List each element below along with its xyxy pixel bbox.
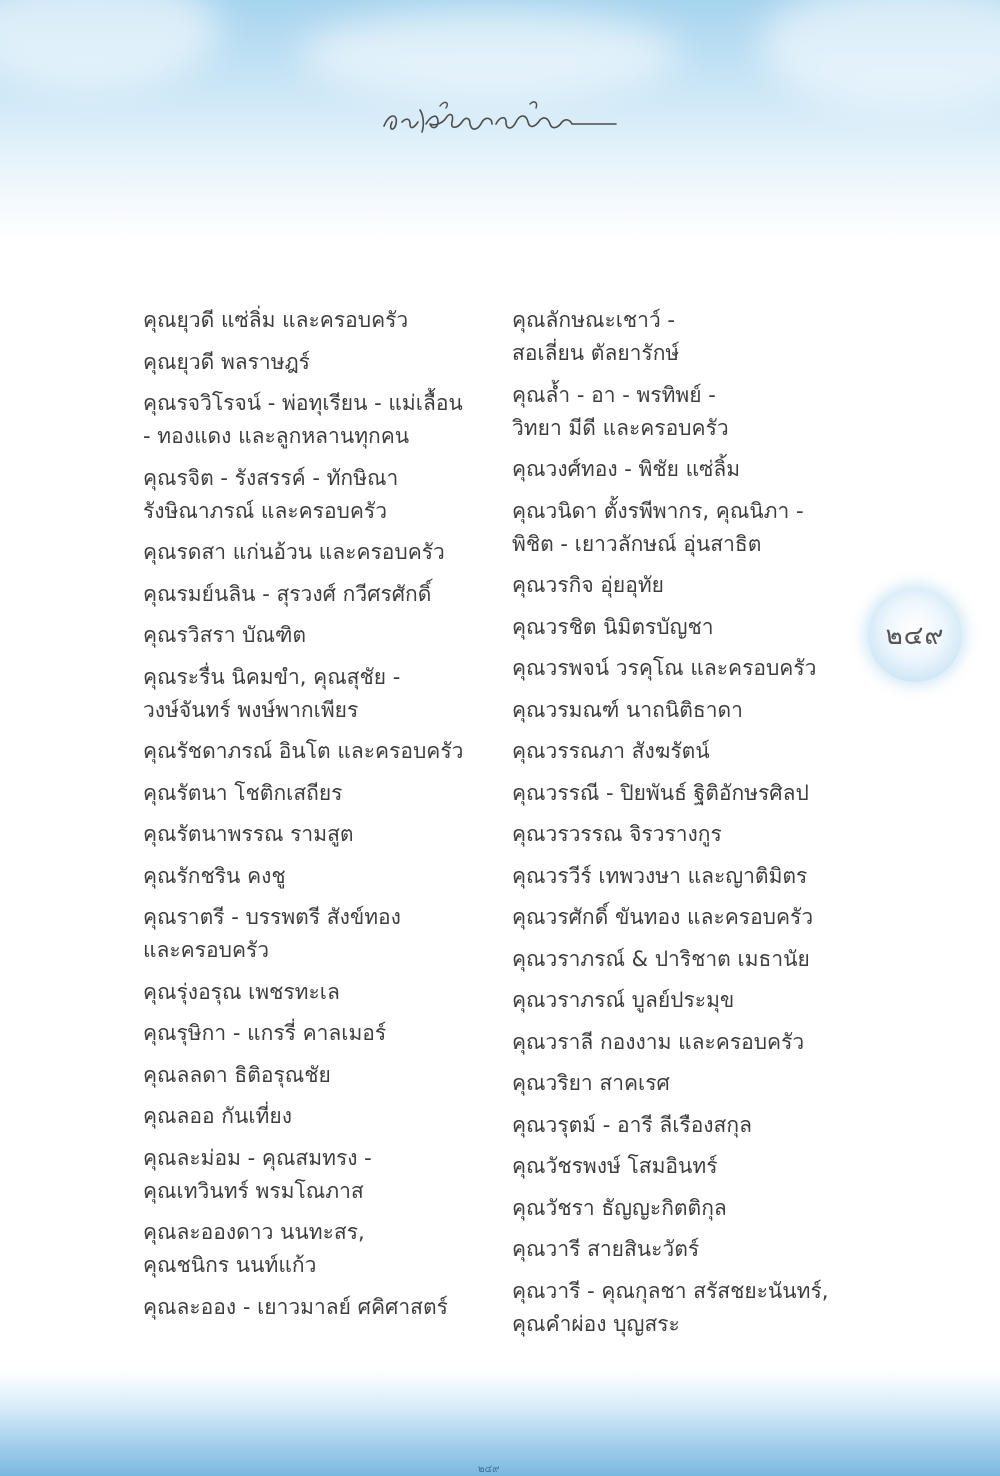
- page-number-badge: [868, 588, 962, 682]
- name-entry: คุณวรวรรณ จิรวรางกูร: [512, 822, 722, 846]
- name-entry: คุณวรพจน์ วรคุโณ และครอบครัว: [512, 656, 817, 680]
- name-entry: คุณวรชิต นิมิตรบัญชา: [512, 614, 714, 639]
- name-entry: คุณยุวดี พลราษฎร์: [143, 349, 310, 374]
- name-entry: คุณรัตนา โชติกเสถียร: [143, 780, 343, 805]
- name-entry: คุณละออง - เยาวมาลย์ ศคิศาสตร์: [143, 1294, 448, 1319]
- name-entry: คุณล้ำ - อา - พรทิพย์ - วิทยา มีดี และครอบครัว: [512, 382, 729, 440]
- sky-footer-background: [0, 1370, 1000, 1476]
- page-number: ๒๔๙: [885, 620, 945, 651]
- name-entry: คุณละอองดาว นนทะสร, คุณชนิกร นนท์แก้ว: [143, 1220, 365, 1277]
- right-name-column: [512, 304, 852, 1349]
- name-entry: คุณวรศักดิ์ ขันทอง และครอบครัว: [512, 905, 814, 929]
- name-entry: คุณวริยา สาคเรศ: [512, 1071, 670, 1095]
- name-entry: คุณลลดา ธิติอรุณชัย: [143, 1062, 331, 1087]
- name-entry: คุณรัตนาพรรณ รามสูต: [143, 822, 354, 846]
- name-entry: คุณวงศ์ทอง - พิชัย แซ่ลิ้ม: [512, 457, 741, 481]
- name-entry: คุณลออ กันเที่ยง: [143, 1104, 292, 1128]
- left-name-column: [143, 304, 478, 1332]
- name-entry: คุณวนิดา ตั้งรพีพากร, คุณนิภา - พิชิต - เยาวลักษณ์ อุ่นสาธิต: [512, 498, 804, 556]
- name-entry: คุณรุ่งอรุณ เพชรทะเล: [143, 979, 340, 1004]
- name-entry: คุณละม่อม - คุณสมทรง - คุณเทวินทร์ พรมโณภาส: [143, 1145, 372, 1203]
- name-entry: คุณวรกิจ อุ่ยอุทัย: [512, 573, 664, 597]
- name-entry: คุณวราลี กองงาม และครอบครัว: [512, 1029, 805, 1054]
- name-entry: คุณวรรณภา สังฆรัตน์: [512, 739, 710, 763]
- name-entry: คุณรดสา แก่นอ้วน และครอบครัว: [143, 540, 445, 564]
- name-entry: คุณรจิต - รังสรรค์ - ทักษิณา รังษิณาภรณ์ และครอบครัว: [143, 465, 399, 523]
- name-entry: คุณรัชดาภรณ์ อินโต และครอบครัว: [143, 739, 464, 763]
- name-entry: คุณวราภรณ์ & ปาริชาต เมธานัย: [512, 946, 810, 971]
- name-entry: คุณลักษณะเชาว์ - สอเลี่ยน ตัลยารักษ์: [512, 308, 680, 365]
- handwritten-signature: [380, 92, 620, 148]
- name-entry: คุณรมย์นลิน - สุรวงศ์ กวีศรศักดิ์: [143, 581, 432, 606]
- footer-page-number: ๒๔๙: [478, 1464, 500, 1475]
- name-entry: คุณวัชรพงษ์ โสมอินทร์: [512, 1154, 718, 1178]
- name-entry: คุณรจวิโรจน์ - พ่อทุเรียน - แม่เลื้อน - ทองแดง และลูกหลานทุกคน: [143, 391, 463, 448]
- name-entry: คุณรวิสรา บัณฑิต: [143, 623, 307, 647]
- name-entry: คุณยุวดี แซ่ลิ่ม และครอบครัว: [143, 308, 409, 332]
- name-entry: คุณระรื่น นิคมขำ, คุณสุชัย - วงษ์จันทร์ พงษ์พากเพียร: [143, 664, 401, 722]
- name-entry: คุณวารี - คุณกุลชา สรัสชยะนันทร์, คุณคำผ่อง บุญสระ: [512, 1278, 829, 1336]
- name-entry: คุณวรมณฑ์ นาถนิติธาดา: [512, 697, 743, 722]
- name-entry: คุณวรวีร์ เทพวงษา และญาติมิตร: [512, 863, 808, 888]
- name-entry: คุณวารี สายสินะวัตร์: [512, 1237, 700, 1261]
- name-entry: คุณรุษิกา - แกรรี่ คาลเมอร์: [143, 1021, 387, 1045]
- name-entry: คุณวรุตม์ - อารี ลีเรืองสกุล: [512, 1112, 752, 1137]
- name-entry: คุณวรรณี - ปิยพันธ์ ฐิติอักษรศิลป: [512, 780, 809, 805]
- name-entry: คุณวัชรา ธัญญะกิตติกุล: [512, 1195, 727, 1220]
- name-entry: คุณวราภรณ์ บูลย์ประมุข: [512, 988, 735, 1012]
- name-entry: คุณรักชริน คงชู: [143, 863, 286, 888]
- name-entry: คุณราตรี - บรรพตรี สังข์ทอง และครอบครัว: [143, 905, 401, 962]
